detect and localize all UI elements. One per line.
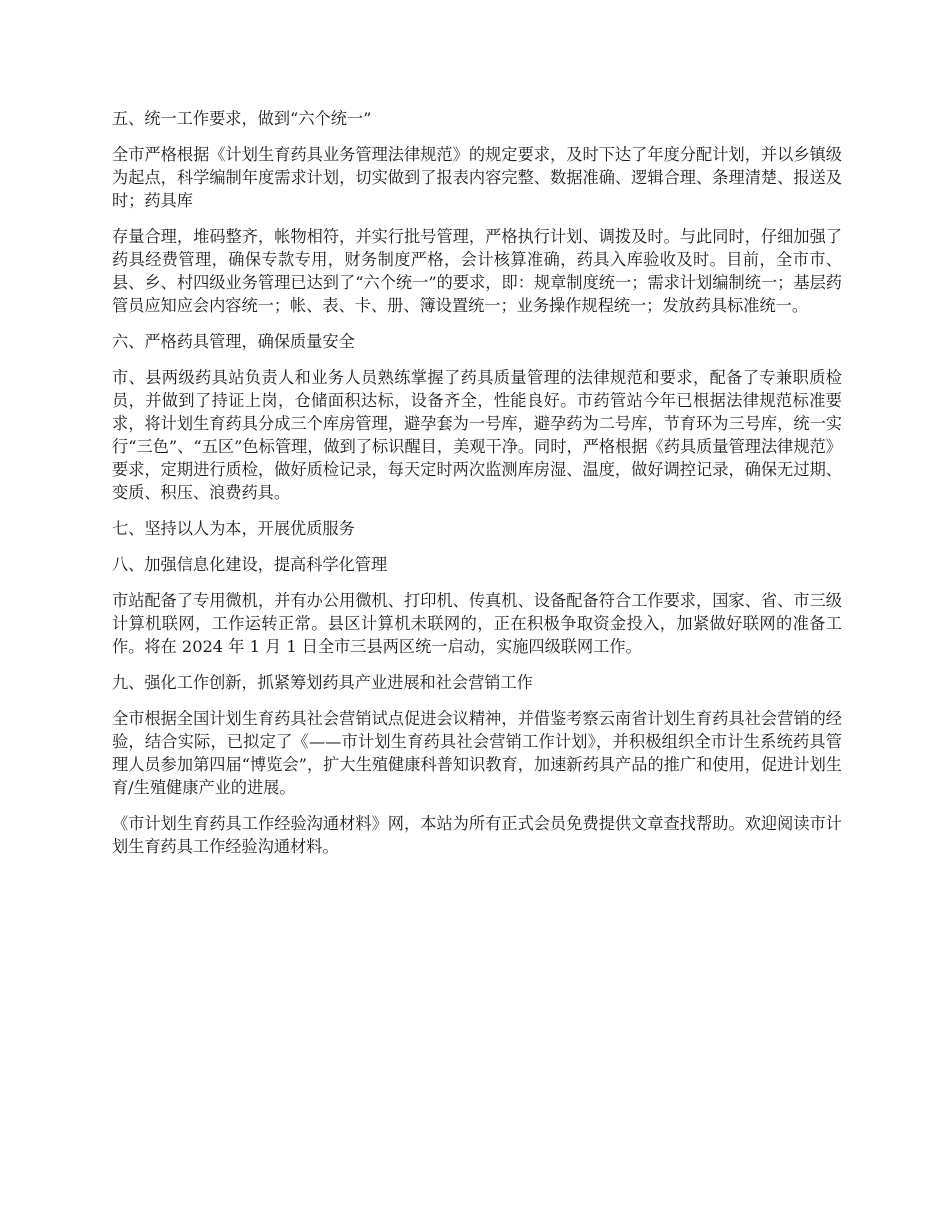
- section-heading-9: 九、强化工作创新，抓紧筹划药具产业进展和社会营销工作: [112, 673, 533, 692]
- paragraph-quality-management: 市、县两级药具站负责人和业务人员熟练掌握了药具质量管理的法律规范和要求，配备了专兼职质检员，并做到了持证上岗，仓储面积达标，设备齐全，性能良好。市药管站今年已根据法律规范标准要求，将计划生育药具分成三个库房管理，避孕套为一号库，避孕药为二号库，节育环为三号库，统一实行“三色”、“五区”色标管理，做到了标识醒目，美观干净。同时，严格根据《药具质量管理法律规范》要求，定期进行质检，做好质检记录，每天定时两次监测库房湿、温度，做好调控记录，确保无过期、变质、积压、浪费药具。: [112, 368, 842, 502]
- section-heading-7: 七、坚持以人为本，开展优质服务: [112, 519, 355, 538]
- section-heading-8: 八、加强信息化建设，提高科学化管理: [112, 555, 388, 574]
- paragraph-unified-requirements: 全市严格根据《计划生育药具业务管理法律规范》的规定要求，及时下达了年度分配计划，并以乡镇级为起点，科学编制年度需求计划，切实做到了报表内容完整、数据准确、逻辑合理、条理清楚、报送及时；药具库: [112, 145, 842, 210]
- paragraph-six-unifications: 存量合理，堆码整齐，帐物相符，并实行批号管理，严格执行计划、调拨及时。与此同时，仔细加强了药具经费管理，确保专款专用，财务制度严格，会计核算准确，药具入库验收及时。目前，全市市、县、乡、村四级业务管理已达到了“六个统一”的要求，即：规章制度统一；需求计划编制统一；基层药管员应知应会内容统一；帐、表、卡、册、簿设置统一；业务操作规程统一；发放药具标准统一。: [112, 227, 842, 315]
- paragraph-informatization: 市站配备了专用微机，并有办公用微机、打印机、传真机、设备配备符合工作要求，国家、省、市三级计算机联网，工作运转正常。县区计算机未联网的，正在积极争取资金投入，加紧做好联网的准备工作。将在 2024 年 1 月 1 日全市三县两区统一启动，实施四级联网工作。: [112, 591, 842, 656]
- section-heading-5: 五、统一工作要求，做到“六个统一”: [112, 109, 372, 128]
- paragraph-social-marketing: 全市根据全国计划生育药具社会营销试点促进会议精神，并借鉴考察云南省计划生育药具社会营销的经验，结合实际，已拟定了《——市计划生育药具社会营销工作计划》，并积极组织全市计生系统药具管理人员参加第四届“博览会”，扩大生殖健康科普知识教育，加速新药具产品的推广和使用，促进计划生育/生殖健康产业的进展。: [112, 709, 842, 797]
- section-heading-6: 六、严格药具管理，确保质量安全: [112, 332, 355, 351]
- paragraph-site-footer-note: 《市计划生育药具工作经验沟通材料》网，本站为所有正式会员免费提供文章查找帮助。欢迎阅读市计划生育药具工作经验沟通材料。: [112, 814, 842, 856]
- document-body: [112, 107, 842, 871]
